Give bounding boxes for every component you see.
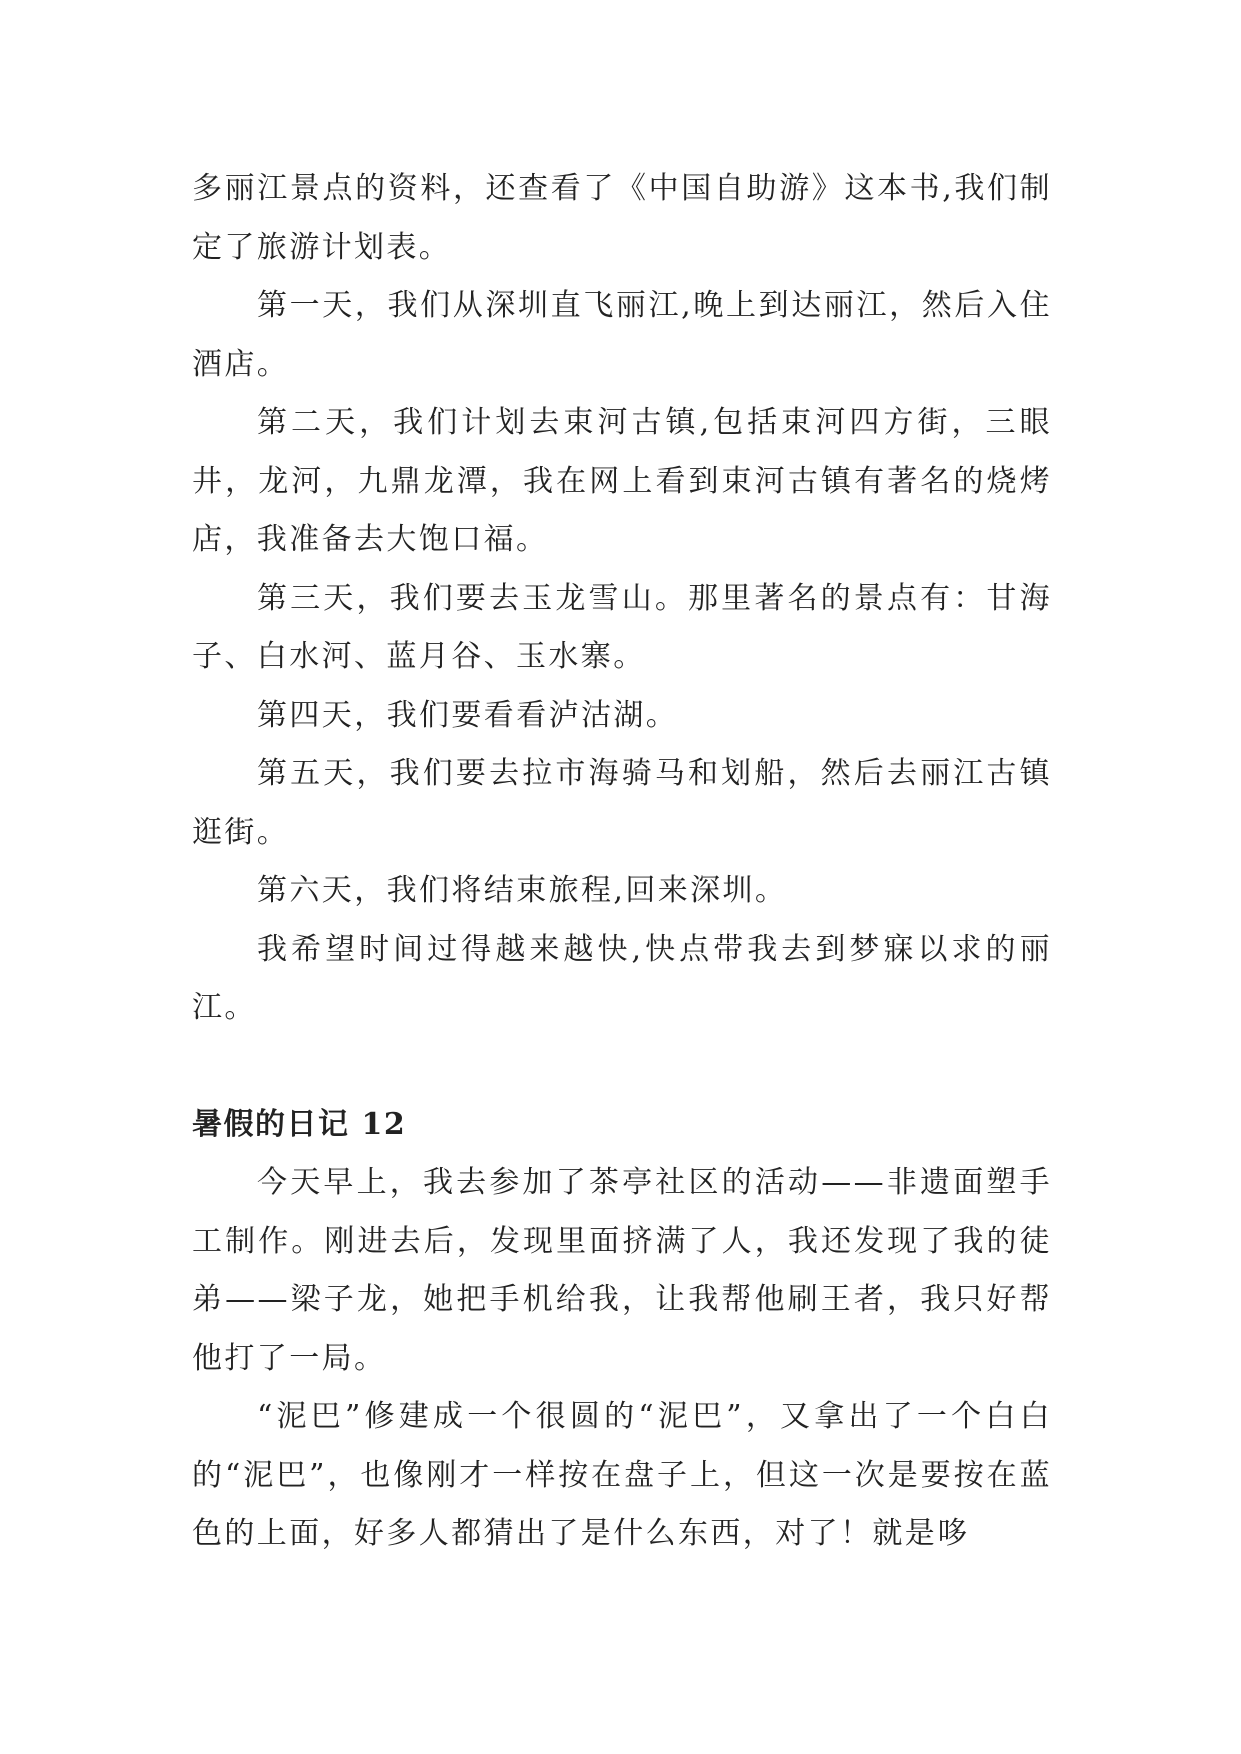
paragraph-closing-wish: 我希望时间过得越来越快,快点带我去到梦寐以求的丽江。 xyxy=(192,931,1052,1025)
paragraph-day-five: 第五天，我们要去拉市海骑马和划船，然后去丽江古镇逛街。 xyxy=(192,756,1052,850)
paragraph-day-one: 第一天，我们从深圳直飞丽江,晚上到达丽江，然后入住酒店。 xyxy=(192,288,1052,382)
paragraph-morning-activity: 今天早上，我去参加了茶亭社区的活动——非遗面塑手工制作。刚进去后，发现里面挤满了人，我还发现了我的徒弟——梁子龙，她把手机给我，让我帮他刷王者，我只好帮他打了一局。 xyxy=(192,1165,1052,1376)
paragraph-day-two: 第二天，我们计划去束河古镇,包括束河四方街，三眼井，龙河，九鼎龙潭，我在网上看到束河古镇有著名的烧烤店，我准备去大饱口福。 xyxy=(192,405,1052,557)
document-page xyxy=(192,160,1052,1564)
section-title: 暑假的日记 12 xyxy=(192,1106,407,1142)
paragraph-day-three: 第三天，我们要去玉龙雪山。那里著名的景点有：甘海子、白水河、蓝月谷、玉水寨。 xyxy=(192,580,1052,674)
paragraph-day-four: 第四天，我们要看看泸沽湖。 xyxy=(257,697,679,733)
paragraph-day-six: 第六天，我们将结束旅程,回来深圳。 xyxy=(257,873,788,908)
paragraph-intro-continued: 多丽江景点的资料，还查看了《中国自助游》这本书,我们制定了旅游计划表。 xyxy=(192,171,1052,265)
paragraph-clay-making: “泥巴”修建成一个很圆的“泥巴”，又拿出了一个白白的“泥巴”，也像刚才一样按在盘子上，但这一次是要按在蓝色的上面，好多人都猜出了是什么东西，对了！就是哆 xyxy=(192,1399,1052,1551)
